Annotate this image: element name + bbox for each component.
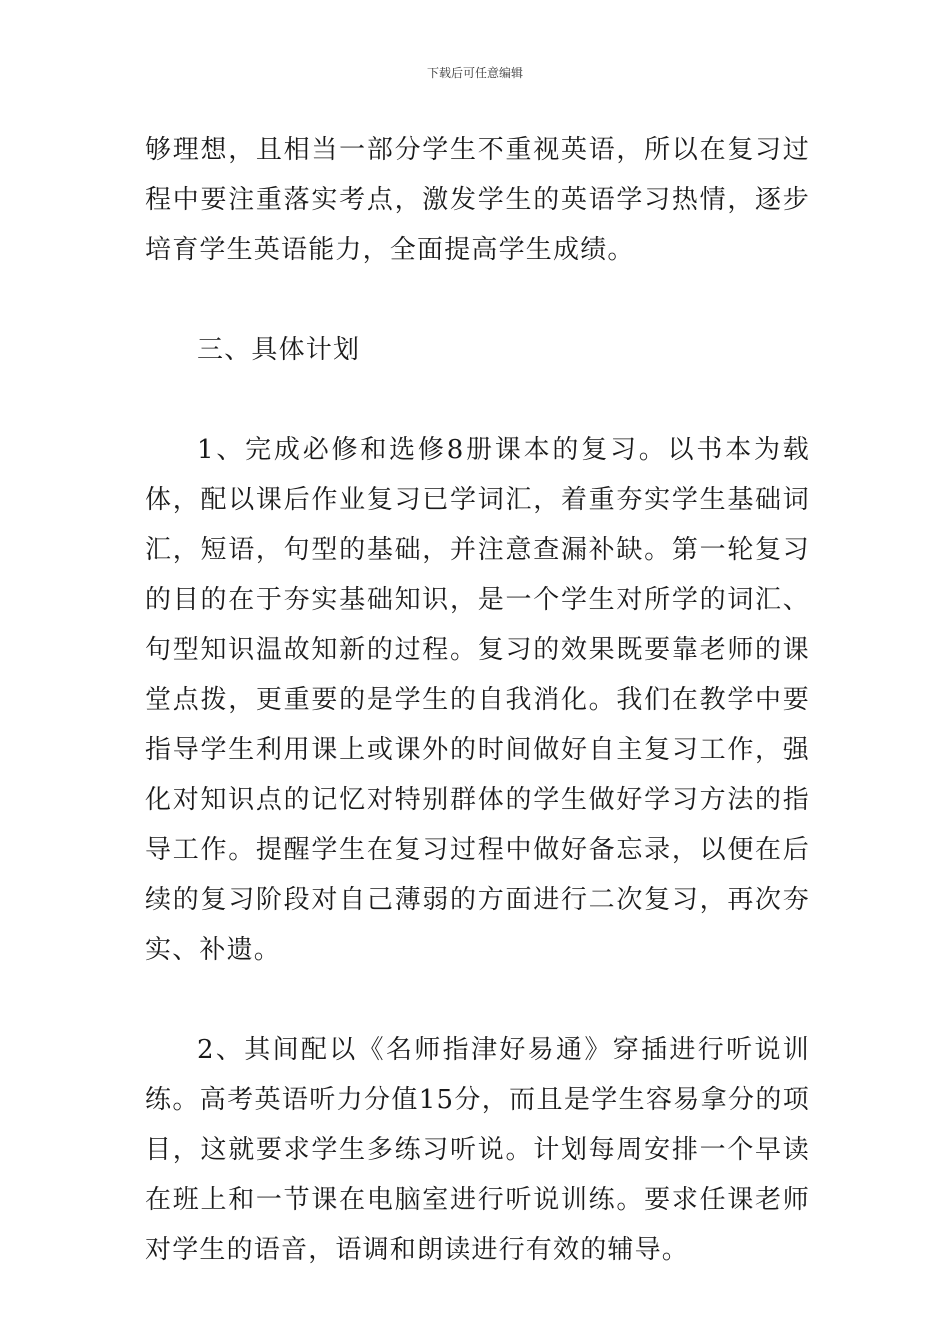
paragraph-gap bbox=[145, 275, 810, 325]
paragraph-continuation: 够理想，且相当一部分学生不重视英语，所以在复习过程中要注重落实考点，激发学生的英语学习热情，逐步培育学生英语能力，全面提高学生成绩。 bbox=[145, 135, 810, 265]
section-heading: 三、具体计划 bbox=[197, 335, 361, 365]
page-header-note: 下载后可任意编辑 bbox=[426, 66, 523, 80]
paragraph-gap bbox=[145, 975, 810, 1025]
paragraph-plan-item-2: 2、其间配以《名师指津好易通》穿插进行听说训练。高考英语听力分值15分，而且是学生容易拿分的项目，这就要求学生多练习听说。计划每周安排一个早读在班上和一节课在电脑室进行听说训练。要求任课老师对学生的语音，语调和朗读进行有效的辅导。 bbox=[145, 1035, 810, 1265]
paragraph-gap bbox=[145, 375, 810, 425]
paragraph-plan-item-1: 1、完成必修和选修8册课本的复习。以书本为载体，配以课后作业复习已学词汇，着重夯实学生基础词汇，短语，句型的基础，并注意查漏补缺。第一轮复习的目的在于夯实基础知识，是一个学生对所学的词汇、句型知识温故知新的过程。复习的效果既要靠老师的课堂点拨，更重要的是学生的自我消化。我们在教学中要指导学生利用课上或课外的时间做好自主复习工作，强化对知识点的记忆对特别群体的学生做好学习方法的指导工作。提醒学生在复习过程中做好备忘录，以便在后续的复习阶段对自己薄弱的方面进行二次复习，再次夯实、补遗。 bbox=[145, 435, 810, 965]
document-body bbox=[145, 125, 810, 1275]
